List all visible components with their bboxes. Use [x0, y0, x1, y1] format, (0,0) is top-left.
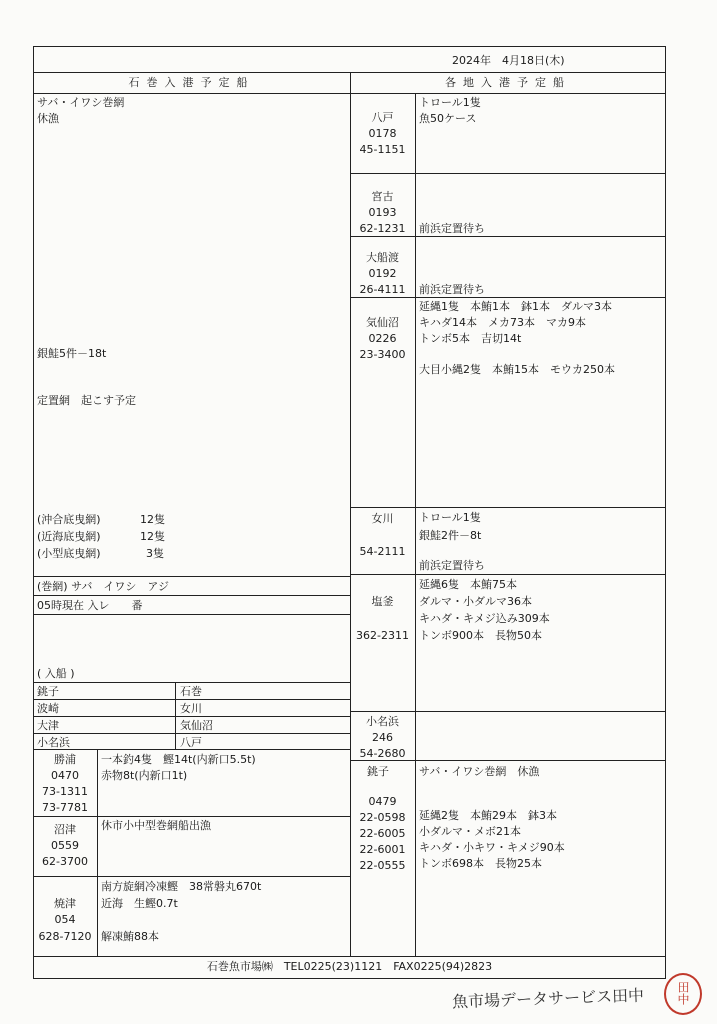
port-detail: 延縄1隻 本鮪1本 鉢1本 ダルマ3本	[419, 300, 612, 313]
nyusen-label: ( 入船 )	[37, 667, 75, 680]
port-cell: 大津	[37, 719, 59, 732]
port-detail: 解凍鮪88本	[101, 930, 159, 943]
rule	[33, 716, 350, 717]
rule	[33, 978, 666, 979]
port-tel: 628-7120	[38, 930, 92, 943]
port-detail: キハダ・小キワ・キメジ90本	[419, 841, 565, 854]
port-detail: 一本釣4隻 鰹14t(内新口5.5t)	[101, 753, 256, 766]
port-tel: 45-1151	[359, 143, 406, 156]
port-detail: 前浜定置待ち	[419, 559, 485, 572]
port-tel: 54-2111	[359, 545, 406, 558]
rule	[350, 236, 666, 237]
port-tel: 73-7781	[42, 801, 88, 814]
port-cell: 女川	[180, 702, 202, 715]
rule	[33, 956, 666, 957]
port-name: 銚子	[367, 765, 389, 778]
report-time: 05時現在 入レ 番	[37, 599, 143, 612]
port-detail: 大目小縄2隻 本鮪15本 モウカ250本	[419, 363, 615, 376]
port-tel: 22-0598	[359, 811, 406, 824]
ishinomaki-header: 石巻入港予定船	[128, 76, 255, 89]
rule	[97, 749, 98, 956]
rule	[33, 46, 666, 47]
rule	[350, 173, 666, 174]
handwritten-signature: 魚市場データサービス田中	[451, 985, 645, 1012]
port-detail: 前浜定置待ち	[419, 222, 485, 235]
port-name: 宮古	[371, 190, 394, 203]
port-cell: 気仙沼	[180, 719, 213, 732]
rule	[350, 711, 666, 712]
rule	[33, 733, 350, 734]
trawl-count: 3隻	[146, 547, 164, 560]
port-detail: 赤物8t(内新口1t)	[101, 769, 188, 782]
rule	[33, 816, 350, 817]
rule	[33, 614, 350, 615]
rule	[33, 682, 350, 683]
port-tel: 54-2680	[359, 747, 406, 760]
left-line: サバ・イワシ巻網	[37, 96, 125, 109]
rule	[415, 93, 416, 956]
rule	[33, 699, 350, 700]
port-tel: 362-2311	[356, 629, 409, 642]
rule	[350, 574, 666, 575]
port-cell: 小名浜	[37, 736, 70, 749]
left-line: 休漁	[37, 112, 59, 125]
port-name: 女川	[371, 512, 394, 525]
port-detail: キハダ14本 メカ73本 マカ9本	[419, 316, 586, 329]
port-detail: キハダ・キメジ込み309本	[419, 612, 550, 625]
report-date: 2024年 4月18日(木)	[452, 54, 565, 67]
port-detail: 休市小中型巻網船出漁	[101, 819, 211, 832]
port-tel: 22-6005	[359, 827, 406, 840]
makiami-row: (巻網) サバ イワシ アジ	[37, 580, 169, 593]
port-detail: 魚50ケース	[419, 112, 477, 125]
port-detail: 延縄2隻 本鮪29本 鉢3本	[419, 809, 557, 822]
port-name: 焼津	[54, 897, 76, 910]
port-tel: 23-3400	[359, 348, 406, 361]
left-line: 定置網 起こす予定	[37, 394, 136, 407]
port-detail: トンボ5本 吉切14t	[419, 332, 522, 345]
port-cell: 銚子	[37, 685, 59, 698]
rule	[350, 297, 666, 298]
port-tel: 054	[54, 913, 76, 926]
rule	[665, 46, 666, 979]
trawl-name: (近海底曳網)	[37, 530, 101, 543]
rule	[33, 576, 350, 577]
trawl-name: (沖合底曳網)	[37, 513, 101, 526]
port-tel: 73-1311	[42, 785, 88, 798]
port-name: 塩釜	[371, 595, 394, 608]
port-cell: 石巻	[180, 685, 202, 698]
port-detail: ダルマ・小ダルマ36本	[419, 595, 532, 608]
port-tel: 0193	[368, 206, 397, 219]
port-tel: 0226	[368, 332, 397, 345]
trawl-count: 12隻	[140, 513, 165, 526]
port-cell: 八戸	[180, 736, 202, 749]
port-name: 沼津	[54, 823, 76, 836]
left-line: 銀鮭5件－18t	[37, 347, 107, 360]
port-tel: 26-4111	[359, 283, 406, 296]
port-name: 勝浦	[54, 753, 76, 766]
port-tel: 0559	[51, 839, 79, 852]
port-detail: 銀鮭2件－8t	[419, 529, 482, 542]
port-tel: 62-1231	[359, 222, 406, 235]
regional-header: 各地入港予定船	[445, 76, 571, 89]
rule	[33, 876, 350, 877]
port-detail: 小ダルマ・メボ21本	[419, 825, 521, 838]
port-tel: 0178	[368, 127, 397, 140]
port-detail: 延縄6隻 本鮪75本	[419, 578, 517, 591]
port-name: 小名浜	[366, 715, 399, 728]
port-cell: 波崎	[37, 702, 59, 715]
name-seal	[664, 973, 702, 1015]
port-name: 八戸	[371, 111, 394, 124]
port-detail: トンボ900本 長物50本	[419, 629, 542, 642]
port-detail: 南方旋網冷凍鰹 38常磐丸670t	[101, 880, 262, 893]
port-tel: 0470	[51, 769, 79, 782]
port-detail: 前浜定置待ち	[419, 283, 485, 296]
port-detail: トロール1隻	[419, 511, 481, 524]
trawl-name: (小型底曳網)	[37, 547, 101, 560]
footer-contact: 石巻魚市場㈱ TEL0225(23)1121 FAX0225(94)2823	[206, 960, 493, 973]
port-tel: 0479	[368, 795, 397, 808]
trawl-count: 12隻	[140, 530, 165, 543]
seal-text: 田中	[676, 981, 690, 1005]
port-detail: サバ・イワシ巻網 休漁	[419, 765, 540, 778]
port-detail: 近海 生鰹0.7t	[101, 897, 178, 910]
port-tel: 246	[372, 731, 393, 744]
port-tel: 62-3700	[42, 855, 88, 868]
rule	[175, 682, 176, 749]
rule	[350, 507, 666, 508]
port-detail: トロール1隻	[419, 96, 481, 109]
rule	[33, 595, 350, 596]
port-tel: 22-6001	[359, 843, 406, 856]
port-detail: トンボ698本 長物25本	[419, 857, 542, 870]
port-name: 大船渡	[366, 251, 399, 264]
port-tel: 0192	[368, 267, 397, 280]
port-name: 気仙沼	[366, 316, 399, 329]
port-tel: 22-0555	[359, 859, 406, 872]
